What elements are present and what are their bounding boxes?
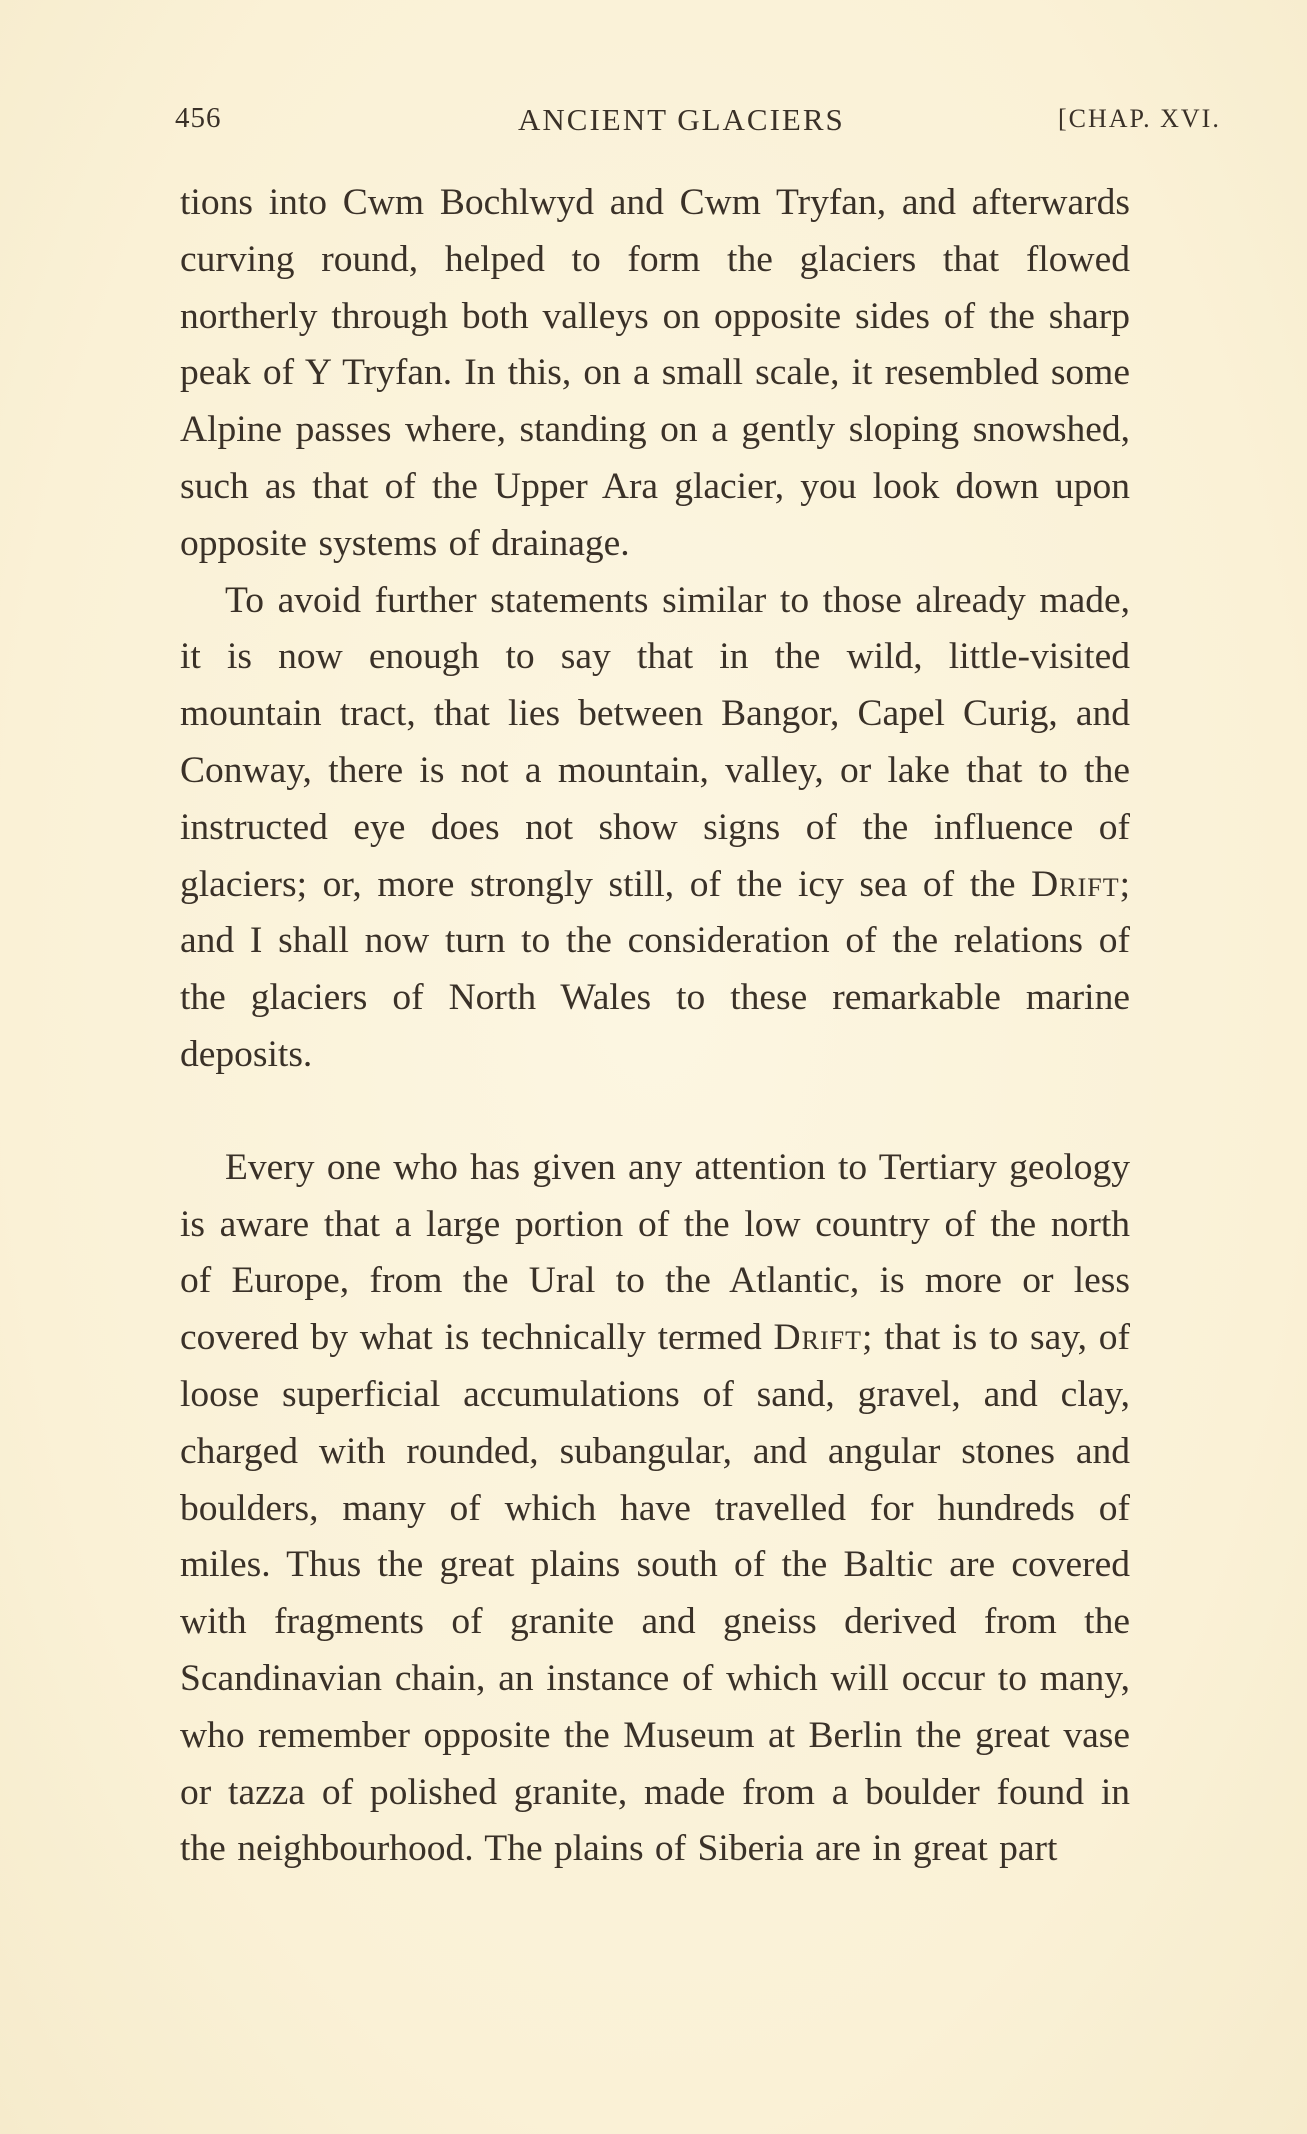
paragraph-1: [180, 175, 1130, 573]
running-title: ANCIENT GLACIERS: [518, 102, 845, 137]
paragraph-1-text: tions into Cwm Bochlwyd and Cwm Tryfan, and afterwards curving round, helped to form the glaciers that flowed northerly through both valleys on opposite sides of the sharp peak of Y Tryfan. In this, on a small scale, it resembled some Alpine passes where, standing on a gently sloping snowshed, such as that of the Upper Ara glacier, you look down upon opposite systems of drainage.: [180, 182, 1130, 564]
paragraph-3-text-b: ; that is to say, of loose superficial accumulations of sand, gravel, and clay, charged with rounded, subangular, and angular stones and boulders, many of which have travelled for hundreds of miles. Thus the great plains south of the Baltic are covered with fragments of granite and gneiss derived from the Scandinavian chain, an instance of which will occur to many, who remember opposite the Museum at Berlin the great vase or tazza of polished granite, made from a boulder found in the neighbourhood. The plains of Siberia are in great part: [180, 1317, 1131, 1870]
paragraph-2: [180, 573, 1130, 1084]
page-number: 456: [175, 102, 222, 134]
running-header: [0, 102, 1307, 142]
paragraph-3: [180, 1140, 1130, 1878]
paragraph-2-text-a: To avoid further statements similar to those already made, it is now enough to say that in the wild, little-visited mountain tract, that lies between Bangor, Capel Curig, and Conway, there is not a mountain, valley, or lake that to the instructed eye does not show signs of the influence of glaciers; or, more strongly still, of the icy sea of the: [180, 579, 1130, 905]
body-text: [180, 175, 1130, 1878]
chapter-reference: [CHAP. XVI.: [1058, 104, 1221, 133]
drift-term: Drift: [773, 1317, 862, 1359]
paragraph-3-text-a: Every one who has given any attention to Tertiary geology is aware that a large portion of the low country of the north of Europe, from the Ural to the Atlantic, is more or less covered by what is technically termed: [180, 1146, 1130, 1359]
paragraph-2-text-b: ; and I shall now turn to the consideration of the relations of the glaciers of North Wales to these remarkable marine deposits.: [180, 863, 1131, 1075]
drift-term: Drift: [1031, 863, 1120, 905]
